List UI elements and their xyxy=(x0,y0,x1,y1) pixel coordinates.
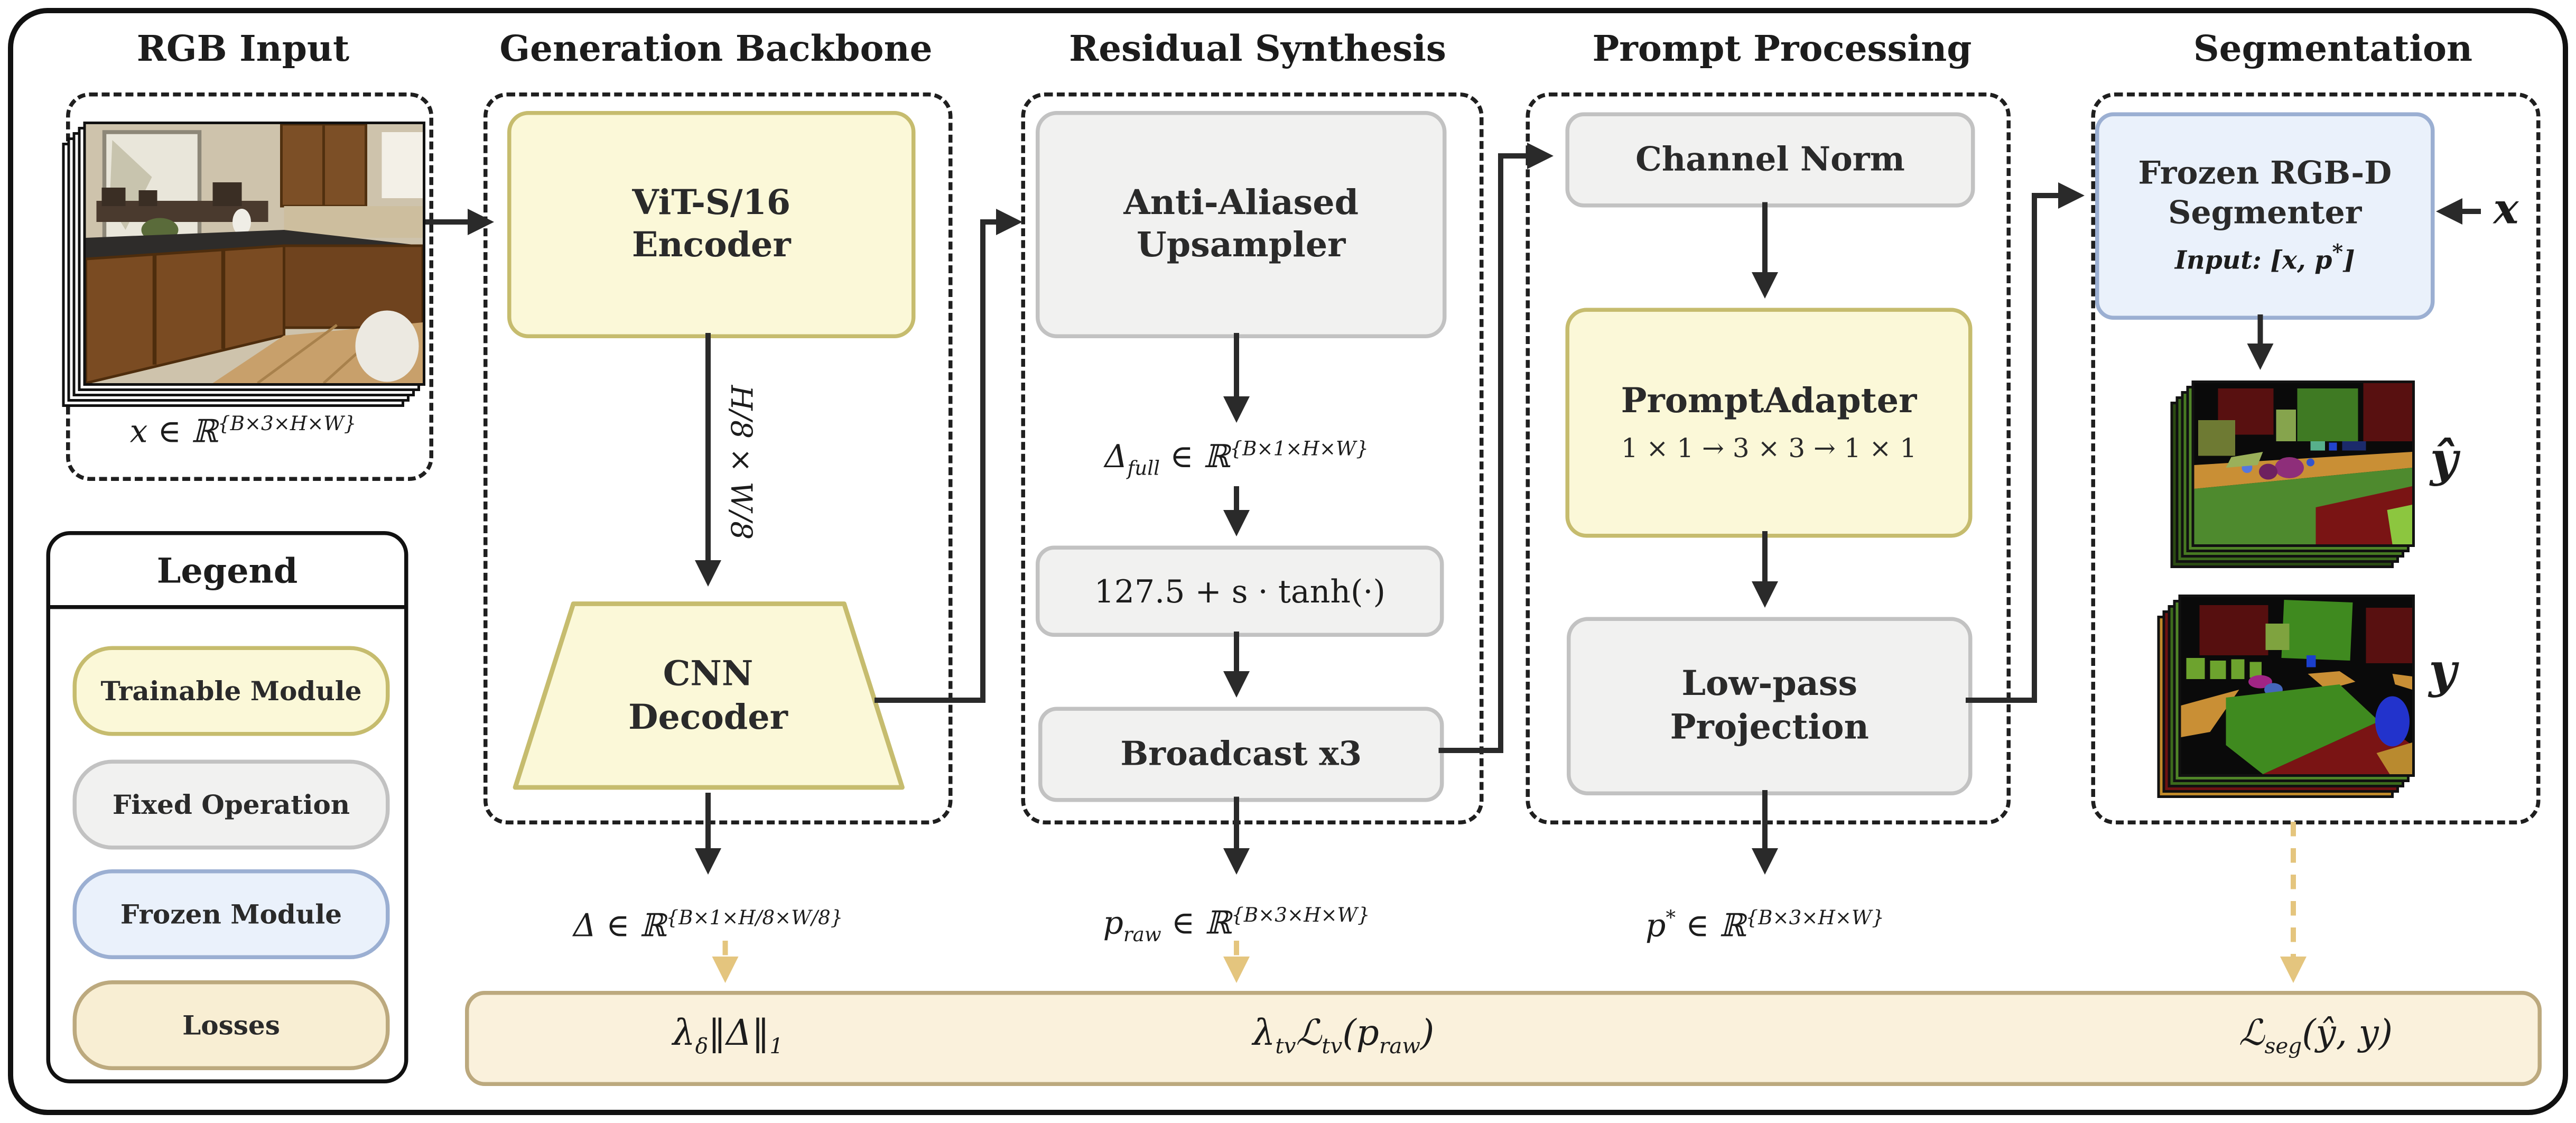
segmenter-label-line1: Frozen RGB-D xyxy=(2138,154,2392,192)
formula-p-raw-sup: {B×3×H×W} xyxy=(1231,903,1370,927)
yhat-segmentation-map xyxy=(2192,380,2415,547)
segmenter-input-b: ] xyxy=(2343,246,2355,276)
legend-item-frozen-label: Frozen Module xyxy=(120,898,342,930)
ygt-image-stack xyxy=(2157,595,2410,793)
ygt-segmentation-map xyxy=(2179,595,2415,777)
formula-p-star-star: * xyxy=(1666,905,1676,930)
section-title-generation-backbone: Generation Backbone xyxy=(499,29,933,70)
rgb-image-stack xyxy=(62,122,442,402)
loss3-b: (ŷ, y) xyxy=(2302,1013,2393,1054)
ygt-label: y xyxy=(2429,643,2457,699)
formula-x-sup: {B×3×H×W} xyxy=(217,411,357,435)
segmenter-input-spec xyxy=(2175,240,2355,279)
formula-p-raw-mid: ∈ ℝ xyxy=(1161,904,1232,942)
loss2-sub2: tv xyxy=(1322,1033,1343,1059)
vit-output-dims-label: H/8 × W/8 xyxy=(723,385,757,540)
formula-x-input xyxy=(130,412,357,450)
formula-delta-full-sup: {B×1×H×W} xyxy=(1230,437,1369,461)
formula-p-raw-sub: raw xyxy=(1123,922,1161,946)
cnn-decoder-label-line2: Decoder xyxy=(628,698,788,737)
tanh-label: 127.5 + s · tanh(·) xyxy=(1094,572,1385,610)
vit-encoder-module xyxy=(507,111,916,338)
legend-item-losses-label: Losses xyxy=(182,1009,280,1041)
prompt-adapter-module xyxy=(1566,308,1973,538)
formula-p-star-mid: ∈ ℝ xyxy=(1676,907,1746,944)
yhat-label: ŷ xyxy=(2430,432,2458,488)
formula-delta-full-sub: full xyxy=(1127,456,1160,480)
loss2-b: ℒ xyxy=(1296,1013,1322,1054)
loss1-sub1: δ xyxy=(695,1033,709,1059)
lowpass-projection-module xyxy=(1567,617,1973,796)
kitchen-photo xyxy=(83,122,426,386)
broadcast-module xyxy=(1038,707,1444,802)
loss-seg xyxy=(2239,1013,2393,1059)
loss-tv xyxy=(1253,1013,1435,1059)
upsampler-label-line1: Anti-Aliased xyxy=(1123,183,1359,223)
formula-delta-full xyxy=(1104,437,1369,480)
section-title-residual-synthesis: Residual Synthesis xyxy=(1069,29,1446,70)
legend-item-frozen xyxy=(73,869,390,959)
legend-item-fixed-label: Fixed Operation xyxy=(112,788,350,821)
loss2-sub3: raw xyxy=(1379,1033,1421,1059)
formula-delta-full-main: Δ xyxy=(1104,438,1128,476)
loss2-c: (p xyxy=(1342,1013,1379,1054)
channel-norm-module xyxy=(1566,113,1975,208)
formula-delta-main: Δ ∈ ℝ xyxy=(573,907,666,944)
cnn-decoder-labels xyxy=(628,653,788,739)
section-title-segmentation: Segmentation xyxy=(2193,29,2473,70)
yhat-image-stack xyxy=(2171,380,2410,563)
segmenter-input-sup: * xyxy=(2332,239,2343,265)
loss3-sub1: seg xyxy=(2264,1033,2302,1059)
anti-aliased-upsampler-module xyxy=(1036,111,1447,338)
upsampler-label-line2: Upsampler xyxy=(1137,226,1346,266)
loss3-a: ℒ xyxy=(2238,1013,2265,1054)
prompt-adapter-kernels-label: 1 × 1 → 3 × 3 → 1 × 1 xyxy=(1621,431,1917,463)
loss-delta-l1 xyxy=(673,1013,783,1059)
segmenter-label-line2: Segmenter xyxy=(2168,193,2362,232)
prompt-adapter-label: PromptAdapter xyxy=(1621,382,1917,422)
loss1-sub2: 1 xyxy=(769,1033,784,1059)
vit-encoder-label-line2: Encoder xyxy=(631,226,791,266)
x-input-label: x xyxy=(2493,183,2519,234)
loss2-d: ) xyxy=(1420,1013,1435,1054)
formula-p-star xyxy=(1645,906,1884,944)
formula-p-star-main: p xyxy=(1645,907,1666,944)
legend-title: Legend xyxy=(156,552,298,592)
legend-divider xyxy=(50,605,404,609)
formula-delta-full-mid: ∈ ℝ xyxy=(1160,438,1230,476)
section-title-rgb-input: RGB Input xyxy=(136,29,350,70)
legend-item-losses xyxy=(73,980,390,1070)
formula-x-main: x ∈ ℝ xyxy=(129,413,218,450)
channel-norm-label: Channel Norm xyxy=(1635,140,1905,179)
loss2-a: λ xyxy=(1252,1013,1276,1054)
lowpass-label-line2: Projection xyxy=(1670,707,1869,747)
formula-p-star-sup: {B×3×H×W} xyxy=(1745,905,1884,930)
legend-item-trainable xyxy=(73,646,390,736)
formula-delta-sup: {B×1×H/8×W/8} xyxy=(666,905,843,930)
legend-item-fixed xyxy=(73,760,390,850)
formula-delta xyxy=(573,906,843,944)
broadcast-label: Broadcast x3 xyxy=(1120,735,1362,774)
vit-encoder-label-line1: ViT-S/16 xyxy=(632,183,791,223)
section-title-prompt-processing: Prompt Processing xyxy=(1592,29,1972,70)
formula-p-raw xyxy=(1103,903,1370,946)
frozen-segmenter-module xyxy=(2095,113,2435,320)
cnn-decoder-label-line1: CNN xyxy=(663,654,754,694)
loss2-sub1: tv xyxy=(1275,1033,1296,1059)
loss1-b: ‖Δ‖ xyxy=(708,1013,770,1054)
formula-p-raw-main: p xyxy=(1103,904,1123,942)
loss1-a: λ xyxy=(672,1013,695,1054)
legend-item-trainable-label: Trainable Module xyxy=(100,675,362,707)
tanh-module xyxy=(1036,546,1444,637)
lowpass-label-line1: Low-pass xyxy=(1681,664,1858,704)
legend xyxy=(47,531,408,1083)
segmenter-input-a: Input: [x, p xyxy=(2174,246,2332,276)
